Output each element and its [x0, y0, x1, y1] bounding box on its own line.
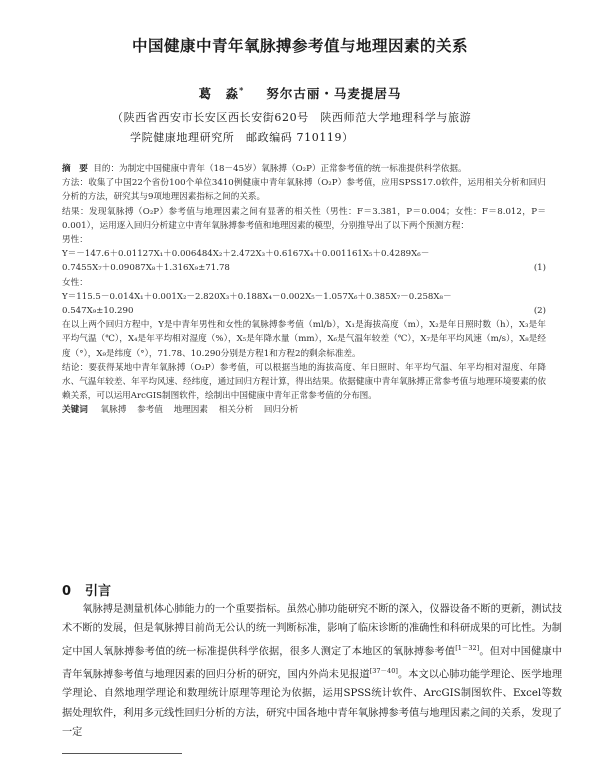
intro-text: 氧脉搏是测量机体心肺能力的一个重要指标。虽然心肺功能研究不断的深入，仪器设备不断的更新，测试技术不断的发展，但是氧脉搏目前尚无公认的统一判断标准，影响了临床诊断的准确性和科研成果的可比性。为制定中国人氧脉搏参考值的统一标准提供科学依据，很多人测定了本地区的氧脉搏参考值: [62, 604, 562, 658]
affiliation-line: 学院健康地理研究所 邮政编码 710119）: [130, 131, 354, 144]
keyword: 相关分析: [218, 405, 254, 416]
footnote-divider: [62, 753, 182, 754]
citation: [1－32]: [455, 643, 480, 652]
intro-paragraph: [62, 600, 562, 743]
conclusion-label: 结论：: [62, 362, 89, 373]
section-title: 引言: [85, 584, 112, 599]
abstract-objective: [62, 162, 546, 176]
author-name: 努尔古丽・马麦提居马: [266, 86, 402, 101]
equation-2-line-1: Y＝115.5－0.014X₁＋0.001X₂－2.820X₃＋0.188X₄－0.002X₅－1.057X₆＋0.385X₇－0.258X₈－: [62, 291, 452, 302]
abstract-conclusion: [62, 361, 546, 404]
keywords: [62, 403, 546, 417]
result-text: 发现氧脉搏（O₂P）参考值与地理因素之间有显著的相关性（男性：F＝3.381，P＝0.004；女性：F＝8.012，P＝0.001），运用逐入回归分析建立中青年氧脉搏参考值和地理因素的模型，分别推导出了以下两个预测方程：: [62, 206, 546, 231]
equation-1-line-1: Y＝－147.6＋0.01127X₁＋0.006484X₂＋2.472X₃＋0.6167X₄＋0.001161X₅＋0.4289X₆－: [62, 249, 430, 260]
method-label: 方法：: [62, 178, 89, 189]
section-heading: [62, 580, 111, 599]
keyword: 参考值: [137, 405, 163, 416]
method-text: 收集了中国22个省份100个单位3410例健康中青年氧脉搏（O₂P）参考值，应用SPSS17.0软件，运用相关分析和回归分析的方法，研究其与9项地理因素指标之间的关系。: [62, 178, 546, 203]
corresponding-mark: *: [239, 84, 245, 95]
abstract: [62, 162, 546, 418]
affiliation: [112, 108, 532, 148]
equation-1: [62, 261, 546, 275]
equation-1-line-2: 0.7455X₇＋0.09087X₈＋1.316X₉±71.78: [62, 263, 230, 274]
equation-2-line-2: 0.547X₉±10.290: [62, 306, 134, 317]
keywords-label: 关键词: [62, 405, 88, 416]
keyword: 回归分析: [263, 405, 299, 416]
male-label: 男性：: [62, 235, 88, 246]
equation-2-number: (2): [533, 306, 546, 317]
section-number: 0: [62, 584, 72, 599]
variables-explanation: 在以上两个回归方程中，Y是中青年男性和女性的氧脉搏参考值（ml/b），X₁是海拔高度（m），X₂是年日照时数（h），X₃是年平均气温（℃），X₄是年平均相对湿度（%），X₅是年降水量（mm），X₆是气温年较差（℃），X₇是年平均风速（m/s），X₈是经度（°），X₉是纬度（°），71.78、10.290分别是方程1和方程2的剩余标准差。: [62, 320, 546, 359]
female-label: 女性：: [62, 277, 88, 288]
author-line: [0, 84, 600, 102]
abstract-result: [62, 205, 546, 233]
intro-body: [62, 600, 562, 743]
intro-text: 。但对中国健康中青年氧脉搏参考值与地理因素的回归分析的研究，国内外尚未见报道: [62, 646, 563, 680]
conclusion-text: 要获得某地中青年氧脉搏（O₂P）参考值，可以根据当地的海拔高度、年日照时、年平均气温、年平均相对湿度、年降水、气温年较差、年平均风速、经纬度，通过回归方程计算，得出结果。依据健康中青年氧脉搏正常参考值与地理环境要素的依赖关系，可以运用ArcGIS制图软件，绘制出中国健康中青年正常参考值的分布图。: [62, 362, 546, 402]
paper-title: 中国健康中青年氧脉搏参考值与地理因素的关系: [131, 37, 468, 55]
intro-text: 。本文以心肺功能学理论、医学地理学理论、自然地理学理论和数理统计原理等理论为依据，运用SPSS统计软件、ArcGIS制图软件、Excel等数据处理软件，利用多元线性回归分析的方法，研究中国各地中青年氧脉搏参考值与地理因素之间的关系，发现了一定: [62, 669, 563, 739]
keyword: 地理因素: [173, 405, 208, 416]
author-name: 葛 淼: [198, 86, 240, 101]
keyword: 氧脉搏: [100, 405, 127, 416]
result-label: 结果：: [62, 206, 89, 217]
equation-1-number: (1): [533, 263, 546, 274]
abstract-method: [62, 176, 546, 204]
equation-2: [62, 304, 546, 318]
abstract-label: 摘 要: [62, 164, 88, 174]
affiliation-line: （陕西省西安市长安区西长安街620号 陕西师范大学地理科学与旅游: [112, 111, 472, 124]
citation: [37－40]: [369, 666, 398, 675]
abstract-text: 目的：为制定中国健康中青年（18－45岁）氧脉搏（O₂P）正常参考值的统一标准提供科学依据。: [93, 164, 467, 174]
